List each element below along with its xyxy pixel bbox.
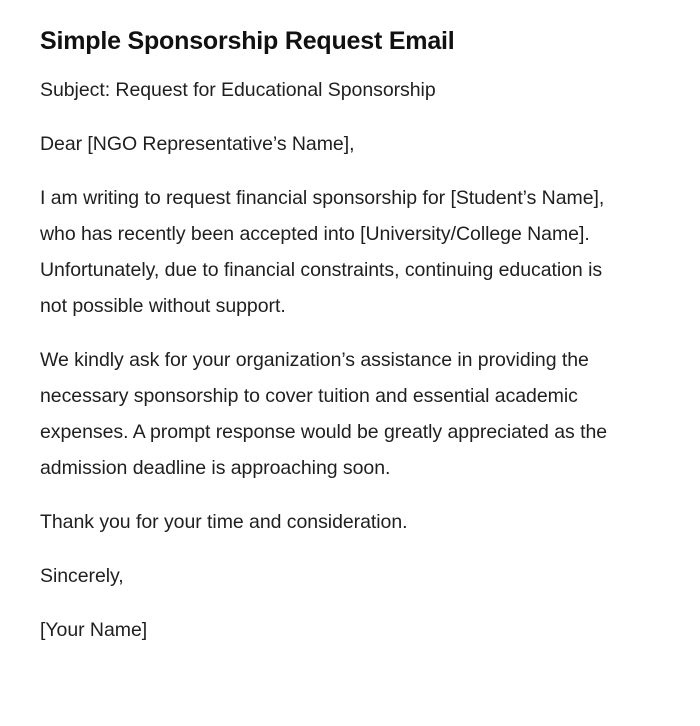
body-paragraph-1: I am writing to request financial sponsorship for [Student’s Name], who has recently been accepted into [University/College Name]. Unfortunately, due to financial constraints, continuing education is not possible without support. <box>40 187 605 317</box>
body-paragraph-2: We kindly ask for your organization’s assistance in providing the necessary sponsorship to cover tuition and essential academic expenses. A prompt response would be greatly appreciated as the admission deadline is approaching soon. <box>40 349 608 479</box>
salutation-line: Dear [NGO Representative’s Name], <box>40 133 355 155</box>
page-title: Simple Sponsorship Request Email <box>40 27 455 55</box>
closing-thanks-line: Thank you for your time and consideration. <box>40 511 408 533</box>
subject-line: Subject: Request for Educational Sponsorship <box>40 79 436 101</box>
document-body <box>40 72 615 648</box>
sign-off-line: Sincerely, <box>40 565 124 587</box>
signature-name-line: [Your Name] <box>40 619 148 641</box>
